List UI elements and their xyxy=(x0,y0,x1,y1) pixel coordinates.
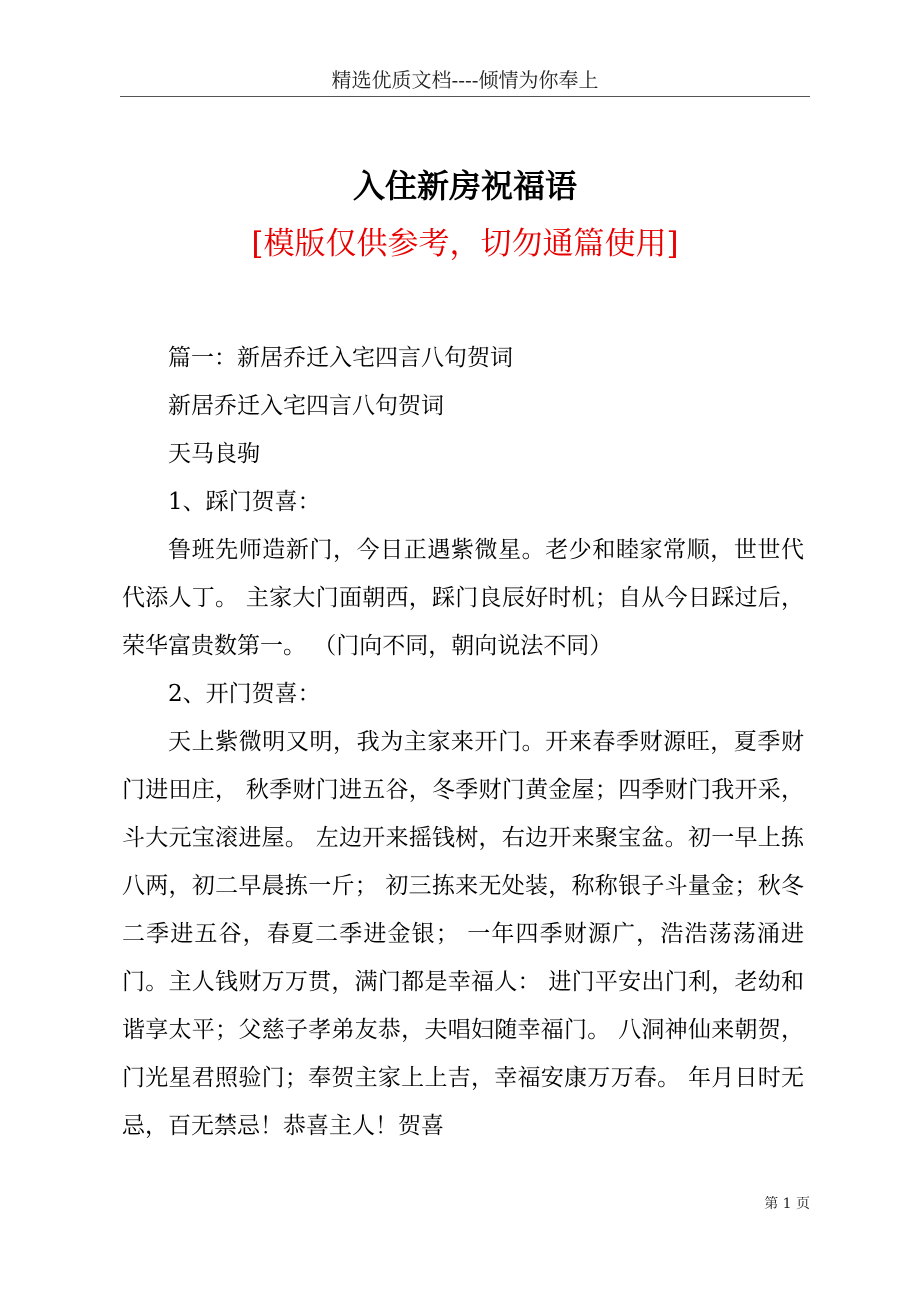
header-divider xyxy=(120,96,810,97)
subtitle: 新居乔迁入宅四言八句贺词 xyxy=(168,393,444,419)
page-header: 精选优质文档----倾情为你奉上 xyxy=(331,68,599,92)
document-body xyxy=(122,334,804,1150)
document-title: 入住新房祝福语 xyxy=(352,167,577,205)
body-paragraph-2: 天上紫微明又明，我为主家来开门。开来春季财源旺，夏季财门进田庄， 秋季财门进五谷，冬季财门黄金屋；四季财门我开采，斗大元宝滚进屋。 左边开来摇钱树，右边开来聚宝盆。初一早上拣八两，初二早晨拣一斤； 初三拣来无处装，称称银子斗量金；秋冬二季进五谷，春夏二季进金银； 一年四季财源广，浩浩荡荡涌进门。主人钱财万万贯，满门都是幸福人： 进门平安出门利，老幼和谐享太平；父慈子孝弟友恭，夫唱妇随幸福门。 八洞神仙来朝贺，门光星君照验门；奉贺主家上上吉，幸福安康万万春。 年月日时无忌，百无禁忌！恭喜主人！贺喜 xyxy=(122,729,804,1139)
section-heading: 篇一：新居乔迁入宅四言八句贺词 xyxy=(168,345,513,371)
item-heading-2: 2、开门贺喜： xyxy=(168,681,321,707)
template-notice: [模版仅供参考，切勿通篇使用] xyxy=(251,226,679,262)
item-heading-1: 1、踩门贺喜： xyxy=(168,489,321,515)
body-paragraph-1: 鲁班先师造新门，今日正遇紫微星。老少和睦家常顺，世世代代添人丁。 主家大门面朝西，踩门良辰好时机；自从今日踩过后，荣华富贵数第一。 （门向不同，朝向说法不同） xyxy=(122,537,804,659)
author-line: 天马良驹 xyxy=(168,441,260,467)
page-number: 第 1 页 xyxy=(764,1196,810,1212)
